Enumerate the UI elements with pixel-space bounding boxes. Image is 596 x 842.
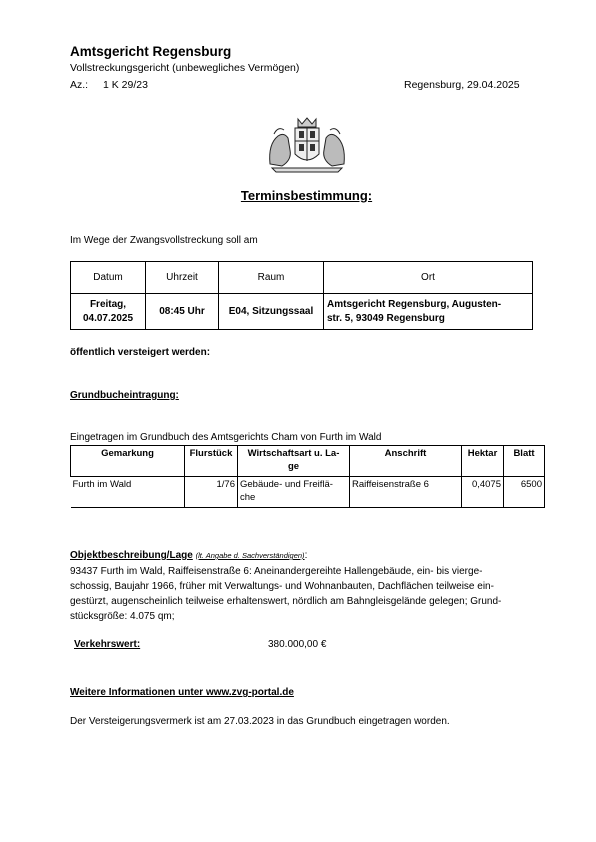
auction-statement: öffentlich versteigert werden: [70, 347, 211, 358]
cell-anschrift: Raiffeisenstraße 6 [350, 477, 462, 508]
header-ort: Ort [324, 262, 533, 294]
case-number: 1 K 29/23 [103, 79, 148, 91]
appointment-room: E04, Sitzungssaal [219, 294, 324, 330]
registration-note: Der Versteigerungsvermerk ist am 27.03.2023 in das Grundbuch eingetragen worden. [70, 716, 450, 727]
description-line: schossig, Baujahr 1966, früher mit Verwaltungs- und Wohnanbauten, Dachflächen teilweise ein- [70, 581, 494, 592]
date-weekday: Freitag, [89, 298, 127, 310]
header-blatt: Blatt [504, 446, 545, 477]
land-register-heading: Grundbucheintragung: [70, 390, 179, 401]
page-title: Terminsbestimmung: [240, 188, 373, 203]
cell-gemarkung: Furth im Wald [71, 477, 185, 508]
table-row [71, 477, 545, 508]
cell-hektar: 0,4075 [462, 477, 504, 508]
object-description-text [70, 564, 545, 624]
land-register-intro: Eingetragen im Grundbuch des Amtsgerichts Cham von Furth im Wald [70, 432, 382, 443]
appointment-time: 08:45 Uhr [146, 294, 219, 330]
header-wirtschaftsart-line-1: Wirtschaftsart u. La- [247, 448, 340, 459]
description-line: 93437 Furth im Wald, Raiffeisenstraße 6: Aneinandergereihte Hallengebäude, ein- bis vierge- [70, 566, 483, 577]
header-wirtschaftsart [238, 446, 350, 477]
header-hektar: Hektar [462, 446, 504, 477]
header-uhrzeit: Uhrzeit [146, 262, 219, 294]
header-flurstueck: Flurstück [185, 446, 238, 477]
cell-wirtschaftsart-line-2: che [240, 492, 256, 503]
place-line-2: str. 5, 93049 Regensburg [327, 312, 445, 324]
cell-blatt: 6500 [504, 477, 545, 508]
object-description-heading [70, 550, 307, 561]
bavarian-coat-of-arms-icon [262, 114, 352, 176]
place-line-1: Amtsgericht Regensburg, Augusten- [327, 298, 502, 310]
appointment-date [71, 294, 146, 330]
market-value: 380.000,00 € [268, 639, 327, 650]
case-number-label: Az.: [70, 79, 89, 91]
land-register-table [70, 445, 545, 508]
cell-flurstueck: 1/76 [185, 477, 238, 508]
header-wirtschaftsart-line-2: ge [287, 461, 300, 472]
cell-wirtschaftsart-line-1: Gebäude- und Freiflä- [240, 479, 333, 490]
court-name: Amtsgericht Regensburg [70, 44, 232, 59]
table-header-row [71, 446, 545, 477]
intro-text: Im Wege der Zwangsvollstreckung soll am [70, 235, 258, 246]
description-line: gestürzt, augenscheinlich teilweise erhaltenswert, nördlich am Bahngleisgelände gelegen; Grund- [70, 596, 502, 607]
court-department: Vollstreckungsgericht (unbewegliches Vermögen) [70, 62, 300, 74]
table-header-row [71, 262, 533, 294]
description-line: stücksgröße: 4.075 qm; [70, 611, 175, 622]
header-datum: Datum [71, 262, 146, 294]
object-description-title: Objektbeschreibung/Lage [70, 550, 193, 561]
object-description-colon: : [304, 550, 308, 561]
appointment-table [70, 261, 533, 330]
object-description-source-note: (lt. Angabe d. Sachverständigen) [195, 551, 305, 560]
table-row [71, 294, 533, 330]
header-anschrift: Anschrift [350, 446, 462, 477]
document-date: Regensburg, 29.04.2025 [404, 79, 520, 91]
market-value-label: Verkehrswert: [74, 639, 141, 650]
appointment-place [324, 294, 533, 330]
date-value: 04.07.2025 [82, 312, 134, 324]
header-gemarkung: Gemarkung [71, 446, 185, 477]
more-info-link[interactable]: Weitere Informationen unter www.zvg-portal.de [70, 687, 294, 698]
cell-wirtschaftsart [238, 477, 350, 508]
header-raum: Raum [219, 262, 324, 294]
